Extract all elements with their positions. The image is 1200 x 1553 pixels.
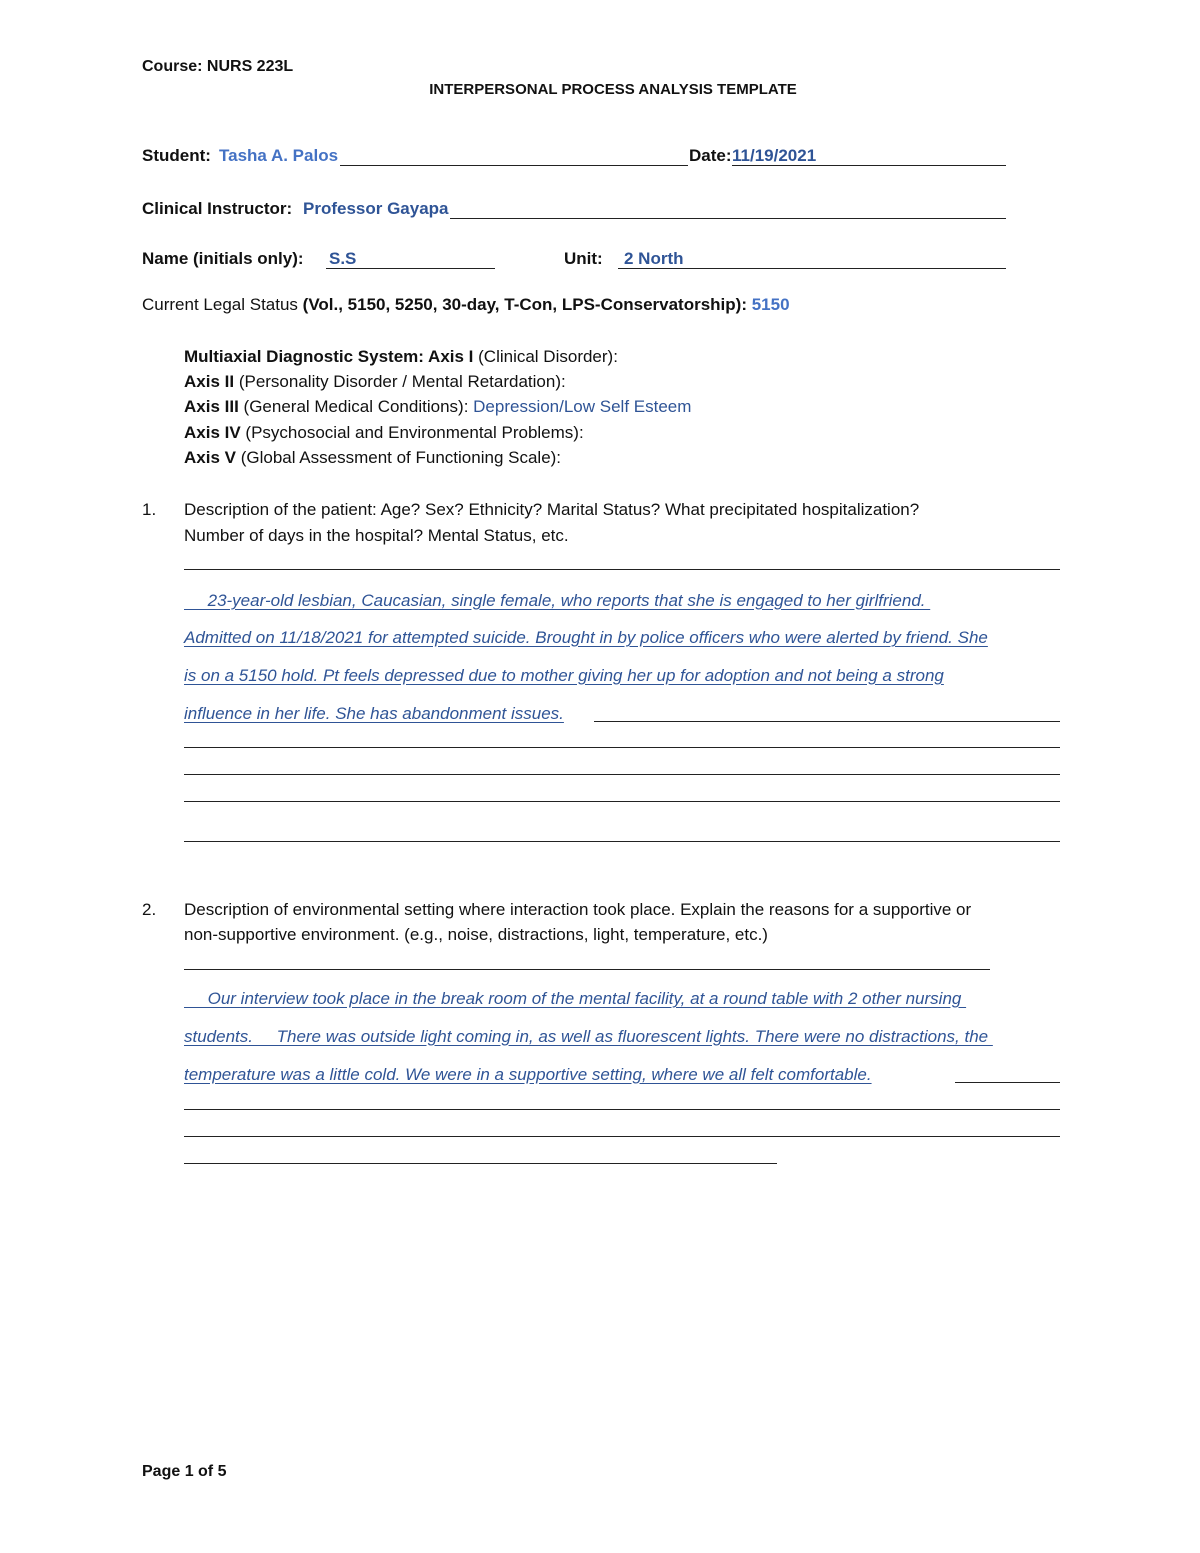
answer-1-blank-line: [184, 747, 1060, 748]
answer-2-line-2: students. There was outside light coming in, as well as fluorescent lights. There were no distractions, the: [184, 1027, 993, 1046]
axis-5-label: Axis V: [184, 448, 236, 467]
question-1-text-line-2: Number of days in the hospital? Mental Status, etc.: [184, 526, 569, 545]
legal-status-options: (Vol., 5150, 5250, 30-day, T-Con, LPS-Conservatorship):: [302, 295, 752, 314]
answer-1-rule-top: [184, 569, 1060, 570]
question-2-text-line-1: Description of environmental setting where interaction took place. Explain the reasons for a supportive or: [184, 900, 972, 919]
legal-status-value: 5150: [751, 295, 790, 314]
axis-3-label: Axis III: [184, 397, 239, 416]
axis-4-desc: (Psychosocial and Environmental Problems):: [240, 423, 584, 442]
answer-2-blank-line: [184, 1109, 1060, 1110]
axis-2-desc: (Personality Disorder / Mental Retardation):: [234, 372, 566, 391]
answer-2-line-3: temperature was a little cold. We were in a supportive setting, where we all felt comfortable.: [184, 1065, 872, 1084]
date-underline: [732, 165, 1006, 166]
question-2-number: 2.: [142, 900, 157, 919]
page-number: Page 1 of 5: [142, 1463, 227, 1480]
initials-value: S.S: [329, 249, 357, 268]
answer-2-blank-line: [184, 1163, 777, 1164]
instructor-value: Professor Gayapa: [303, 199, 449, 218]
answer-1-line-1: 23-year-old lesbian, Caucasian, single female, who reports that she is engaged to her girlfriend.: [184, 591, 931, 610]
axis-3-desc: (General Medical Conditions):: [238, 397, 474, 416]
axis-2-label: Axis II: [184, 372, 235, 391]
student-underline: [340, 165, 688, 166]
axis-1-desc: (Clinical Disorder):: [473, 347, 618, 366]
answer-1-blank-line: [184, 841, 1060, 842]
answer-2-line-3-fill: [955, 1082, 1060, 1083]
answer-1-blank-line: [184, 774, 1060, 775]
student-label: Student:: [142, 146, 211, 165]
student-value: Tasha A. Palos: [219, 146, 339, 165]
axis-5-row: [184, 448, 561, 468]
instructor-label: Clinical Instructor:: [142, 199, 293, 218]
question-1-text-line-1: Description of the patient: Age? Sex? Ethnicity? Marital Status? What precipitated hospitalization?: [184, 500, 920, 519]
answer-2-rule-top: [184, 969, 990, 970]
unit-underline: [618, 268, 1006, 269]
unit-value: 2 North: [624, 249, 684, 268]
axis-2-row: [184, 372, 566, 392]
course-header: Course: NURS 223L: [142, 58, 294, 75]
unit-label: Unit:: [564, 249, 603, 268]
document-title: INTERPERSONAL PROCESS ANALYSIS TEMPLATE: [429, 81, 797, 98]
question-1-number: 1.: [142, 500, 157, 519]
date-value: 11/19/2021: [732, 146, 817, 165]
instructor-underline: [450, 218, 1006, 219]
answer-2-line-1: Our interview took place in the break room of the mental facility, at a round table with 2 other nursing: [184, 989, 967, 1008]
axis-4-row: [184, 423, 584, 443]
axis-4-label: Axis IV: [184, 423, 241, 442]
axis-1-row: [184, 347, 618, 367]
legal-status-row: [142, 295, 790, 315]
initials-label: Name (initials only):: [142, 249, 304, 268]
answer-2-blank-line: [184, 1136, 1060, 1137]
legal-status-label: Current Legal Status: [142, 295, 303, 314]
axis-3-row: [184, 397, 691, 417]
question-2-text-line-2: non-supportive environment. (e.g., noise, distractions, light, temperature, etc.): [184, 925, 768, 944]
answer-1-line-2: Admitted on 11/18/2021 for attempted suicide. Brought in by police officers who were alerted by friend. She: [184, 628, 988, 647]
initials-underline: [326, 268, 495, 269]
axis-1-label: Multiaxial Diagnostic System: Axis I: [184, 347, 474, 366]
answer-1-line-4: influence in her life. She has abandonment issues.: [184, 704, 564, 723]
answer-1-line-3: is on a 5150 hold. Pt feels depressed due to mother giving her up for adoption and not being a strong: [184, 666, 944, 685]
axis-5-desc: (Global Assessment of Functioning Scale):: [235, 448, 562, 467]
answer-1-line-4-fill: [594, 721, 1060, 722]
date-label: Date:: [689, 146, 732, 165]
answer-1-blank-line: [184, 801, 1060, 802]
axis-3-value: Depression/Low Self Esteem: [473, 397, 692, 416]
